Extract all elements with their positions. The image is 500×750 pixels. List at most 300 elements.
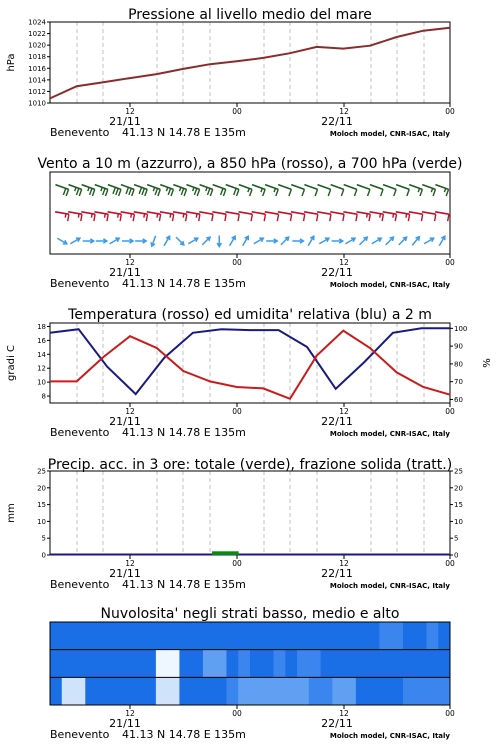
wind-barb xyxy=(435,212,449,221)
wind-barb xyxy=(239,212,253,221)
cloud-cell xyxy=(391,650,403,678)
wind-barb xyxy=(94,212,108,221)
wind-barb xyxy=(160,185,173,196)
wind-barb xyxy=(317,212,331,221)
cloud-cell xyxy=(332,650,344,678)
cloud-cell xyxy=(97,650,109,678)
wind-arrow xyxy=(188,238,198,244)
y-axis-right-precip xyxy=(450,468,463,560)
wind-arrow xyxy=(83,239,94,243)
plot-frame xyxy=(50,22,450,103)
wind-barb xyxy=(357,185,370,196)
wind-arrow xyxy=(217,236,221,247)
wind-arrow xyxy=(424,238,434,244)
panel-frame-pressure xyxy=(50,22,450,103)
cloud-cell xyxy=(191,650,203,678)
x-axis-temperature xyxy=(50,403,455,439)
cloud-cell xyxy=(179,622,191,650)
x-tick-label: 12 xyxy=(125,709,135,718)
model-source: Moloch model, CNR-ISAC, Italy xyxy=(329,582,450,590)
wind-arrow xyxy=(96,239,107,243)
y-tick-label: 80 xyxy=(454,360,463,369)
plot-frame xyxy=(50,471,450,555)
model-source: Moloch model, CNR-ISAC, Italy xyxy=(329,281,450,289)
wind-barb xyxy=(278,185,291,196)
station-coords: 41.13 N 14.78 E 135m xyxy=(122,728,246,741)
y-tick-label: 10 xyxy=(454,517,463,526)
y-tick-label: 1020 xyxy=(28,41,46,50)
wind-arrow xyxy=(372,238,382,244)
y-tick-label: 25 xyxy=(454,467,463,476)
cloud-cell xyxy=(144,677,156,705)
x-tick-label: 12 xyxy=(125,107,135,116)
station-coords: 41.13 N 14.78 E 135m xyxy=(122,126,246,139)
cloud-cell xyxy=(309,650,321,678)
wind-barb xyxy=(331,185,344,196)
y-tick-label: 15 xyxy=(37,501,46,510)
cloud-cell xyxy=(403,622,415,650)
y-tick-label: 1012 xyxy=(28,87,46,96)
wind-arrow xyxy=(308,236,314,246)
wind-barb xyxy=(108,212,122,221)
x-tick-label: 12 xyxy=(125,258,135,267)
chart-title: Vento a 10 m (azzurro), a 850 hPa (rosso), a 700 hPa (verde) xyxy=(37,156,463,172)
cloud-cell xyxy=(426,677,438,705)
y-tick-label: 20 xyxy=(37,484,46,493)
cloud-cell xyxy=(297,650,309,678)
station-coords: 41.13 N 14.78 E 135m xyxy=(122,578,246,591)
x-tick-label: 00 xyxy=(445,709,455,718)
wind-arrow xyxy=(151,236,156,246)
cloud-cell xyxy=(109,677,121,705)
cloud-cell xyxy=(238,650,250,678)
y-tick-label: 0 xyxy=(454,551,459,560)
x-tick-label: 00 xyxy=(445,407,455,416)
wind-barb xyxy=(55,212,69,221)
x-tick-label: 00 xyxy=(232,107,242,116)
x-tick-label: 12 xyxy=(125,559,135,568)
wind-arrow xyxy=(135,239,146,243)
wind-barb xyxy=(69,185,82,196)
cloud-cell xyxy=(274,622,286,650)
cloud-cell xyxy=(203,677,215,705)
wind-row-2 xyxy=(57,236,445,247)
cloud-cell xyxy=(97,622,109,650)
chart-title: Temperatura (rosso) ed umidita' relativa (blu) a 2 m xyxy=(68,307,432,323)
cloud-cell xyxy=(368,650,380,678)
cloud-cell xyxy=(391,622,403,650)
date-label: 21/11 xyxy=(109,567,141,580)
y-axis-left-precip xyxy=(37,468,50,560)
cloud-cell xyxy=(226,622,238,650)
date-label: 22/11 xyxy=(321,266,353,279)
x-tick-label: 00 xyxy=(445,559,455,568)
cloud-cell xyxy=(262,650,274,678)
y-tick-label: 18 xyxy=(37,322,46,331)
wind-barb xyxy=(186,185,199,196)
x-tick-label: 12 xyxy=(125,407,135,416)
y-tick-label: 20 xyxy=(454,484,463,493)
wind-barb xyxy=(291,185,304,196)
cloud-cell xyxy=(438,622,450,650)
pressure-line xyxy=(50,28,450,99)
cloud-cell xyxy=(132,677,144,705)
cloud-cell xyxy=(356,677,368,705)
cloud-cell xyxy=(250,677,262,705)
cloud-cell xyxy=(356,650,368,678)
cloud-cell xyxy=(203,650,215,678)
cloud-cell xyxy=(403,650,415,678)
y-tick-label: 70 xyxy=(454,378,463,387)
wind-barb xyxy=(435,185,448,196)
cloud-cell xyxy=(109,622,121,650)
wind-arrow xyxy=(439,236,445,246)
cloud-cell xyxy=(50,650,62,678)
cloud-cell xyxy=(274,650,286,678)
cloud-cell xyxy=(344,677,356,705)
station-name: Benevento xyxy=(50,126,110,139)
wind-barb xyxy=(55,185,68,196)
station-name: Benevento xyxy=(50,728,110,741)
wind-barb xyxy=(409,185,422,196)
wind-barb xyxy=(147,212,161,221)
cloud-cell xyxy=(144,650,156,678)
wind-barb xyxy=(134,185,147,196)
chart-title: Precip. acc. in 3 ore: totale (verde), frazione solida (tratt.) xyxy=(47,457,453,473)
cloud-cell xyxy=(62,622,74,650)
cloud-cell xyxy=(321,677,333,705)
wind-barb xyxy=(304,185,317,196)
wind-arrow xyxy=(332,239,343,243)
wind-barb xyxy=(396,185,409,196)
cloud-cell xyxy=(215,622,227,650)
wind-arrow xyxy=(292,239,303,243)
wind-barb xyxy=(356,212,370,221)
model-source: Moloch model, CNR-ISAC, Italy xyxy=(329,430,450,438)
date-label: 22/11 xyxy=(321,717,353,730)
wind-barb xyxy=(343,212,357,221)
wind-arrow xyxy=(70,238,80,244)
cloud-cell xyxy=(332,622,344,650)
wind-barb xyxy=(370,185,383,196)
wind-barb xyxy=(199,212,213,221)
cloud-cell xyxy=(297,677,309,705)
x-tick-label: 00 xyxy=(232,407,242,416)
cloud-cell xyxy=(74,650,86,678)
cloud-cell xyxy=(156,677,168,705)
wind-arrow xyxy=(399,237,407,245)
cloud-cell xyxy=(297,622,309,650)
wind-barb xyxy=(147,185,160,196)
date-label: 22/11 xyxy=(321,115,353,128)
wind-barb xyxy=(265,185,278,196)
cloud-cell xyxy=(132,650,144,678)
cloud-cell xyxy=(215,677,227,705)
y-axis-label: hPa xyxy=(6,53,17,72)
cloud-cell xyxy=(62,677,74,705)
wind-barb xyxy=(186,212,200,221)
wind-barb xyxy=(200,185,213,196)
cloud-cell xyxy=(262,677,274,705)
cloud-cell xyxy=(85,622,97,650)
y-tick-label: 1018 xyxy=(28,53,46,62)
wind-barb xyxy=(265,212,279,221)
cloud-cell xyxy=(168,677,180,705)
wind-barb xyxy=(68,212,82,221)
humidity-line xyxy=(50,328,450,394)
y-tick-label: 1024 xyxy=(28,18,46,27)
wind-barb xyxy=(121,212,135,221)
cloud-cell xyxy=(62,650,74,678)
wind-arrow xyxy=(230,236,236,246)
x-tick-label: 00 xyxy=(232,258,242,267)
chart-title: Pressione al livello medio del mare xyxy=(128,7,372,23)
y-tick-label: 25 xyxy=(37,467,46,476)
cloud-row-medio xyxy=(50,650,451,678)
cloud-cell xyxy=(274,677,286,705)
wind-arrow xyxy=(164,236,170,246)
y-tick-label: 16 xyxy=(37,336,46,345)
wind-arrow xyxy=(110,238,120,244)
cloud-cell xyxy=(262,622,274,650)
wind-arrow xyxy=(57,238,67,244)
y-axis-right-temperature xyxy=(450,325,467,404)
cloud-cell xyxy=(109,650,121,678)
cloud-cell xyxy=(321,650,333,678)
cloud-cell xyxy=(156,650,168,678)
wind-barb xyxy=(291,212,305,221)
wind-barb xyxy=(383,212,397,221)
cloud-cell xyxy=(74,677,86,705)
wind-barb xyxy=(108,185,121,196)
wind-barb xyxy=(134,212,148,221)
x-axis-pressure xyxy=(50,103,455,139)
y-axis-left-temperature xyxy=(37,323,50,401)
cloud-cell xyxy=(50,677,62,705)
cloud-cell xyxy=(226,650,238,678)
wind-barb xyxy=(252,185,265,196)
station-coords: 41.13 N 14.78 E 135m xyxy=(122,277,246,290)
cloud-cell xyxy=(121,677,133,705)
date-label: 21/11 xyxy=(109,717,141,730)
station-name: Benevento xyxy=(50,578,110,591)
model-source: Moloch model, CNR-ISAC, Italy xyxy=(329,732,450,740)
cloud-cell xyxy=(415,677,427,705)
x-tick-label: 12 xyxy=(339,709,349,718)
wind-barb xyxy=(370,212,384,221)
wind-barb xyxy=(212,212,226,221)
wind-arrow xyxy=(412,237,419,245)
cloud-cell xyxy=(426,622,438,650)
y-tick-label: 5 xyxy=(41,534,46,543)
cloud-cell xyxy=(344,650,356,678)
wind-arrow xyxy=(202,237,210,245)
cloud-cell xyxy=(226,677,238,705)
cloud-cell xyxy=(285,650,297,678)
cloud-cell xyxy=(285,622,297,650)
y-tick-label: 0 xyxy=(41,551,46,560)
cloud-cell xyxy=(438,677,450,705)
wind-barb xyxy=(422,212,436,221)
wind-barb xyxy=(317,185,330,196)
cloud-cell xyxy=(438,650,450,678)
wind-barb xyxy=(160,212,174,221)
wind-barb xyxy=(173,212,187,221)
y-axis-label: gradi C xyxy=(6,345,17,381)
cloud-cell xyxy=(97,677,109,705)
cloud-cell xyxy=(85,677,97,705)
cloud-cell xyxy=(238,622,250,650)
wind-arrow xyxy=(266,239,277,243)
date-label: 21/11 xyxy=(109,415,141,428)
cloud-cell xyxy=(179,677,191,705)
wind-barb xyxy=(422,185,435,196)
chart-title: Nuvolosita' negli strati basso, medio e alto xyxy=(100,606,400,622)
wind-barb xyxy=(239,185,252,196)
wind-arrow xyxy=(386,237,394,245)
wind-arrow xyxy=(359,237,367,245)
cloud-cell xyxy=(285,677,297,705)
wind-barb xyxy=(252,212,266,221)
cloud-row-basso xyxy=(50,677,451,705)
wind-barb xyxy=(226,185,239,196)
station-coords: 41.13 N 14.78 E 135m xyxy=(122,426,246,439)
y-axis-left-pressure xyxy=(28,19,50,108)
wind-arrow xyxy=(319,238,329,244)
cloud-cell xyxy=(426,650,438,678)
cloud-cell xyxy=(332,677,344,705)
cloud-cell xyxy=(121,622,133,650)
cloud-cell xyxy=(168,650,180,678)
x-tick-label: 00 xyxy=(232,709,242,718)
wind-barb xyxy=(81,212,95,221)
cloud-cell xyxy=(368,677,380,705)
cloud-cell xyxy=(379,677,391,705)
x-axis-clouds xyxy=(50,705,455,741)
wind-barb xyxy=(121,185,134,196)
date-label: 22/11 xyxy=(321,567,353,580)
cloud-cell xyxy=(85,650,97,678)
cloud-cell xyxy=(309,622,321,650)
y-tick-label: 15 xyxy=(454,501,463,510)
y-tick-label: 90 xyxy=(454,342,463,351)
y-tick-label: 12 xyxy=(37,364,46,373)
wind-row-0 xyxy=(55,185,448,196)
x-tick-label: 00 xyxy=(232,559,242,568)
y-tick-label: 10 xyxy=(37,378,46,387)
cloud-cell xyxy=(203,622,215,650)
panel-frame-precip xyxy=(50,471,450,555)
x-tick-label: 12 xyxy=(339,407,349,416)
cloud-cell xyxy=(379,622,391,650)
wind-barb xyxy=(173,185,186,196)
y-tick-label: 5 xyxy=(454,534,459,543)
cloud-cell xyxy=(368,622,380,650)
wind-arrow xyxy=(122,239,133,243)
x-tick-label: 12 xyxy=(339,559,349,568)
wind-arrow xyxy=(346,238,356,244)
cloud-cell xyxy=(309,677,321,705)
cloud-cell xyxy=(50,622,62,650)
cloud-cell xyxy=(74,622,86,650)
y-tick-label: 100 xyxy=(454,324,468,333)
wind-barb xyxy=(278,212,292,221)
x-axis-precip xyxy=(50,555,455,591)
wind-barb xyxy=(225,212,239,221)
y-tick-label: 10 xyxy=(37,517,46,526)
wind-arrow xyxy=(281,237,289,245)
cloud-cell xyxy=(132,622,144,650)
temperature-line xyxy=(50,331,450,399)
cloud-cell xyxy=(391,677,403,705)
cloud-cell xyxy=(403,677,415,705)
precip-bar xyxy=(212,551,239,555)
wind-barb xyxy=(344,185,357,196)
date-label: 21/11 xyxy=(109,266,141,279)
wind-barb xyxy=(383,185,396,196)
cloud-cell xyxy=(168,622,180,650)
x-tick-label: 12 xyxy=(339,258,349,267)
x-tick-label: 12 xyxy=(339,107,349,116)
cloud-cell xyxy=(250,650,262,678)
cloud-cell xyxy=(191,677,203,705)
y-tick-label: 60 xyxy=(454,395,463,404)
cloud-cell xyxy=(179,650,191,678)
wind-barb xyxy=(213,185,226,196)
cloud-cell xyxy=(238,677,250,705)
wind-barb xyxy=(330,212,344,221)
cloud-cell xyxy=(250,622,262,650)
cloud-cell xyxy=(321,622,333,650)
y-axis-label: mm xyxy=(6,503,17,523)
y-tick-label: 1022 xyxy=(28,30,46,39)
wind-arrow xyxy=(254,238,264,244)
wind-arrow xyxy=(243,236,249,246)
cloud-cell xyxy=(344,622,356,650)
wind-arrow xyxy=(176,237,184,245)
wind-barb xyxy=(82,185,95,196)
y-axis-right-label: % xyxy=(482,358,493,368)
cloud-cell xyxy=(415,650,427,678)
cloud-cell xyxy=(379,650,391,678)
wind-barb xyxy=(396,212,410,221)
cloud-row-alto xyxy=(50,622,451,650)
wind-row-1 xyxy=(55,212,449,221)
date-label: 21/11 xyxy=(109,115,141,128)
y-tick-label: 1016 xyxy=(28,64,46,73)
cloud-cell xyxy=(215,650,227,678)
x-axis-wind xyxy=(50,254,455,290)
x-tick-label: 00 xyxy=(445,107,455,116)
cloud-cell xyxy=(156,622,168,650)
y-tick-label: 1010 xyxy=(28,99,46,108)
model-source: Moloch model, CNR-ISAC, Italy xyxy=(329,130,450,138)
wind-barb xyxy=(409,212,423,221)
cloud-cell xyxy=(415,622,427,650)
y-tick-label: 8 xyxy=(41,392,46,401)
wind-barb xyxy=(95,185,108,196)
y-tick-label: 14 xyxy=(37,350,46,359)
station-name: Benevento xyxy=(50,277,110,290)
y-tick-label: 1014 xyxy=(28,76,46,85)
cloud-cell xyxy=(144,622,156,650)
date-label: 22/11 xyxy=(321,415,353,428)
x-tick-label: 00 xyxy=(445,258,455,267)
cloud-cell xyxy=(121,650,133,678)
cloud-cell xyxy=(356,622,368,650)
cloud-cell xyxy=(191,622,203,650)
station-name: Benevento xyxy=(50,426,110,439)
